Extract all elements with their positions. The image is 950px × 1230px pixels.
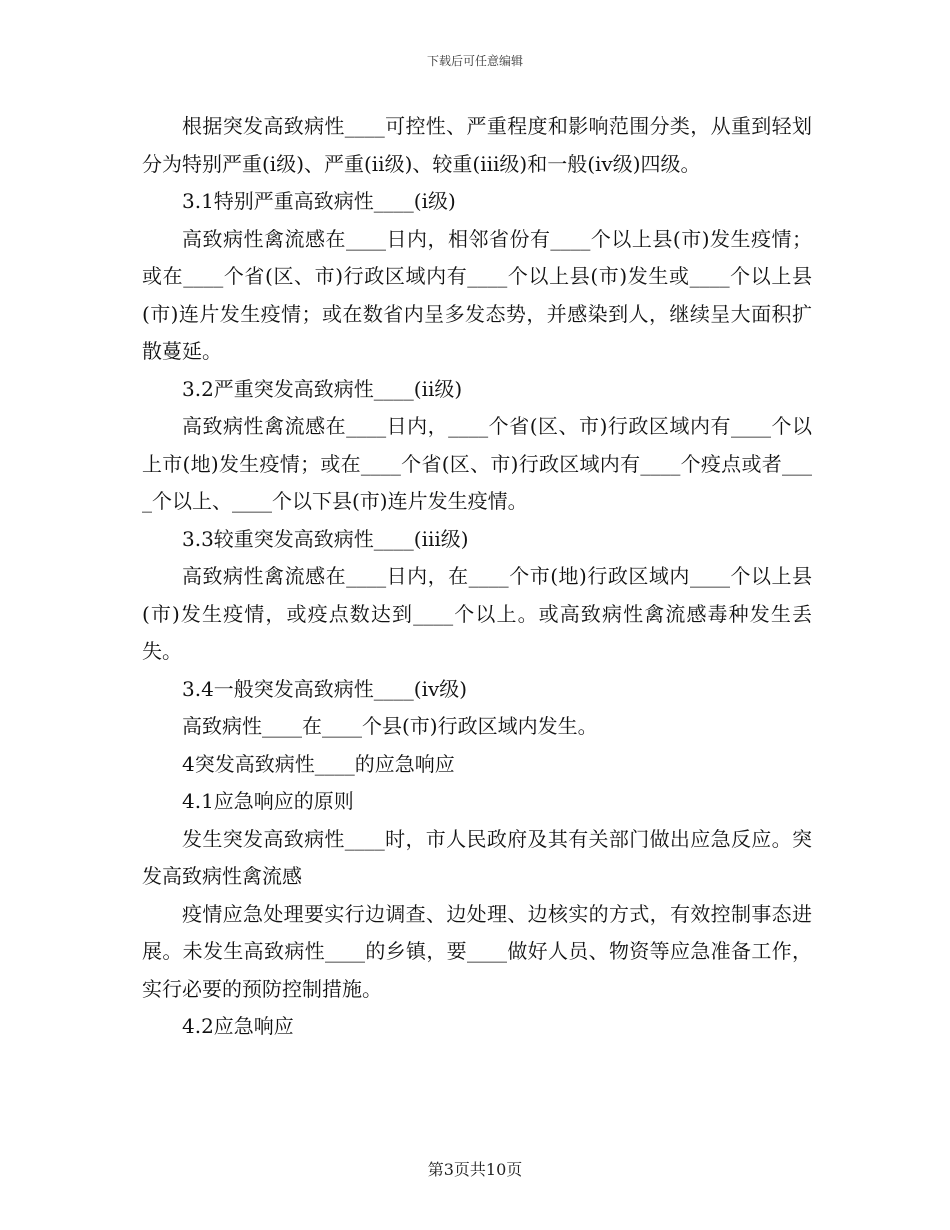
paragraph: 发生突发高致病性____时，市人民政府及其有关部门做出应急反应。突发高致病性禽流感 <box>142 826 812 888</box>
page-footer: 第3页共10页 <box>427 1160 523 1179</box>
document-body <box>142 108 812 1046</box>
section-heading: 3.1特别严重高致病性____(ⅰ级) <box>182 189 456 213</box>
page-header: 下载后可任意编辑 <box>426 54 523 68</box>
section-heading: 3.3较重突发高致病性____(ⅲ级) <box>182 526 469 551</box>
section-heading: 3.2严重突发高致病性____(ⅱ级) <box>182 376 463 401</box>
section-heading: 4.2应急响应 <box>182 1014 294 1038</box>
section-heading: 4突发高致病性____的应急响应 <box>182 751 455 776</box>
section-heading: 4.1应急响应的原则 <box>182 789 354 813</box>
paragraph: 疫情应急处理要实行边调查、边处理、边核实的方式，有效控制事态进展。未发生高致病性____的乡镇，要____做好人员、物资等应急准备工作，实行必要的预防控制措施。 <box>142 901 812 1001</box>
paragraph: 高致病性____在____个县(市)行政区域内发生。 <box>182 714 598 738</box>
paragraph: 高致病性禽流感在____日内，在____个市(地)行政区域内____个以上县(市)发生疫情，或疫点数达到____个以上。或高致病性禽流感毒种发生丢失。 <box>142 564 812 663</box>
paragraph: 根据突发高致病性____可控性、严重程度和影响范围分类，从重到轻划分为特别严重(ⅰ级)、严重(ⅱ级)、较重(ⅲ级)和一般(ⅳ级)四级。 <box>142 114 812 176</box>
section-heading: 3.4一般突发高致病性____(ⅳ级) <box>182 676 468 701</box>
paragraph: 高致病性禽流感在____日内，相邻省份有____个以上县(市)发生疫情；或在____个省(区、市)行政区域内有____个以上县(市)发生或____个以上县(市)连片发生疫情；或在数省内呈多发态势，并感染到人，继续呈大面积扩散蔓延。 <box>142 226 812 363</box>
paragraph: 高致病性禽流感在____日内，____个省(区、市)行政区域内有____个以上市(地)发生疫情；或在____个省(区、市)行政区域内有____个疫点或者____个以上、____个以下县(市)连片发生疫情。 <box>142 414 812 513</box>
